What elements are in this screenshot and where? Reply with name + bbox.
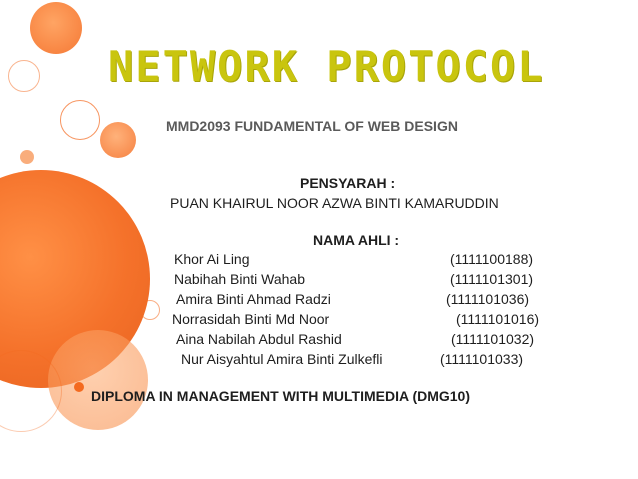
decorative-circle-tiny: [20, 150, 34, 164]
member-name: Norrasidah Binti Md Noor: [172, 311, 330, 327]
member-id: (1111101301): [450, 271, 534, 287]
lecturer-name: PUAN KHAIRUL NOOR AZWA BINTI KAMARUDDIN: [170, 195, 499, 211]
decorative-circle-top: [30, 2, 82, 54]
member-name: Nabihah Binti Wahab: [174, 271, 306, 287]
course-subtitle: MMD2093 FUNDAMENTAL OF WEB DESIGN: [166, 118, 458, 134]
member-name: Khor Ai Ling: [174, 251, 250, 267]
member-id: (1111101036): [446, 291, 530, 307]
member-id: (1111101016): [456, 311, 540, 327]
members-label: NAMA AHLI :: [313, 232, 400, 248]
slide-title: NETWORK PROTOCOL: [108, 42, 545, 91]
decorative-ring: [140, 300, 160, 320]
member-name: Nur Aisyahtul Amira Binti Zulkefli: [181, 351, 383, 367]
member-name: Amira Binti Ahmad Radzi: [176, 291, 331, 307]
lecturer-label: PENSYARAH :: [300, 175, 396, 191]
decorative-ring: [60, 100, 100, 140]
member-id: (1111100188): [450, 251, 534, 267]
decorative-circle-small: [100, 122, 136, 158]
member-id: (1111101033): [440, 351, 524, 367]
decorative-dot: [74, 382, 84, 392]
decorative-ring: [8, 60, 40, 92]
decorative-circle-bottom: [48, 330, 148, 430]
member-name: Aina Nabilah Abdul Rashid: [176, 331, 342, 347]
member-id: (1111101032): [451, 331, 535, 347]
diploma-program: DIPLOMA IN MANAGEMENT WITH MULTIMEDIA (DMG10): [91, 388, 471, 404]
